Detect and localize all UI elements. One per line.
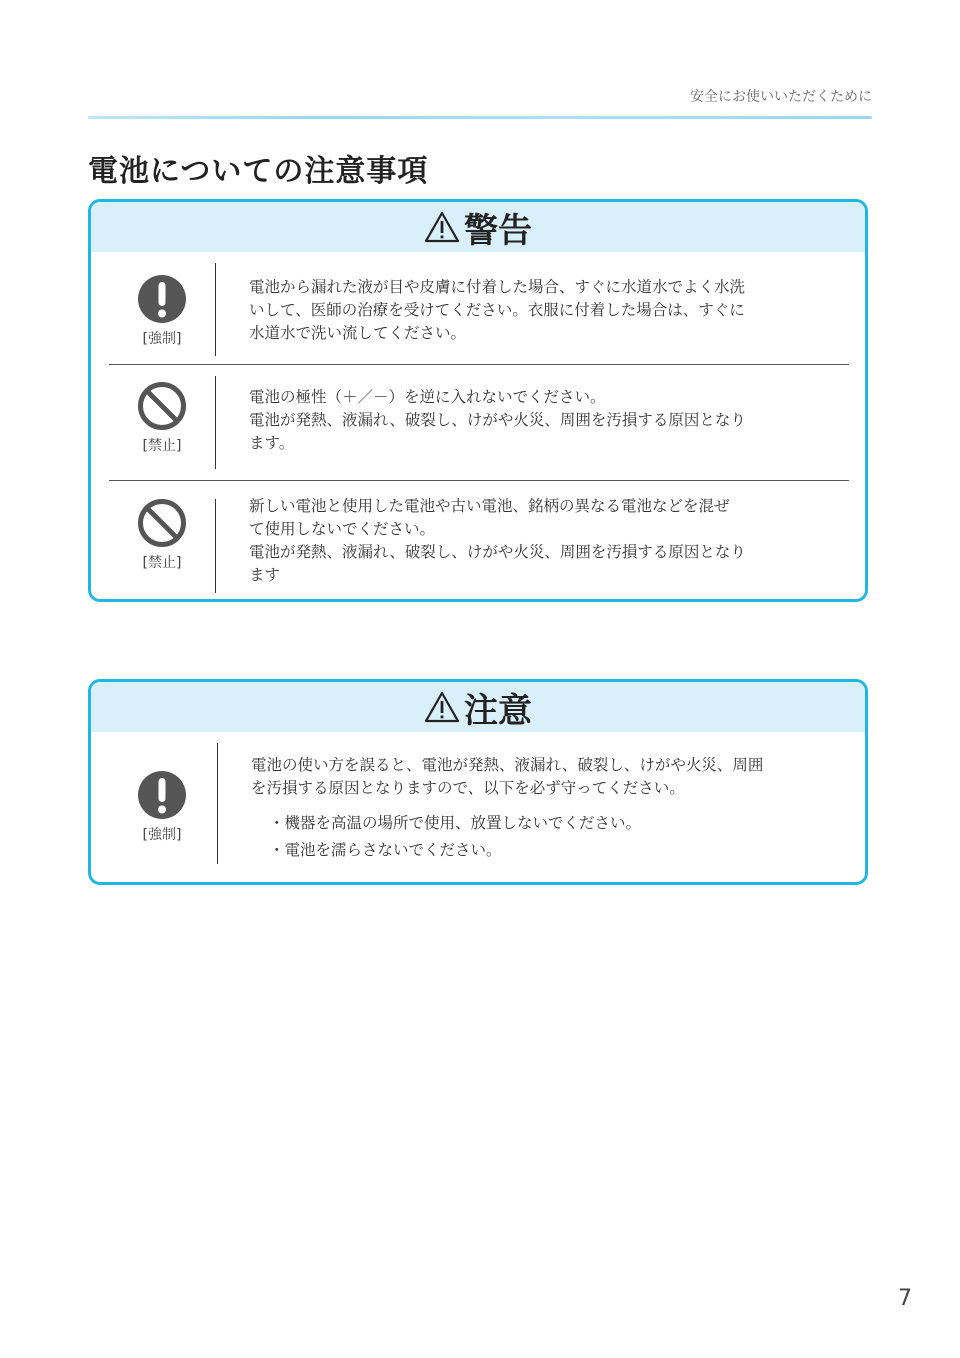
text-line: 電池が発熱、液漏れ、破裂し、けがや火災、周囲を汚損する原因となり xyxy=(249,543,746,561)
warning-triangle-icon xyxy=(424,211,460,243)
caution-panel xyxy=(88,679,868,885)
warning-row-1 xyxy=(109,252,849,364)
exclamation-icon xyxy=(137,770,187,820)
warning-panel-title: 警告 xyxy=(464,210,532,251)
exclamation-icon xyxy=(137,274,187,324)
text-line: 電池が発熱、液漏れ、破裂し、けがや火災、周囲を汚損する原因となり xyxy=(249,411,746,429)
warning-text-3 xyxy=(216,481,849,601)
text-line: 電池の極性（＋／－）を逆に入れないでください。 xyxy=(249,388,606,406)
caution-text-1 xyxy=(218,732,849,882)
page-number: 7 xyxy=(898,1286,912,1311)
warning-row-2 xyxy=(109,364,849,480)
text-line: 電池の使い方を誤ると、電池が発熱、液漏れ、破裂し、けがや火災、周囲 xyxy=(251,756,764,774)
icon-column xyxy=(109,365,215,480)
text-line: て使用しないでください。 xyxy=(249,520,436,538)
prohibition-icon xyxy=(137,498,187,548)
text-line: を汚損する原因となりますので、以下を必ず守ってください。 xyxy=(251,779,685,797)
running-header: 安全にお使いいただくために xyxy=(690,89,872,105)
prohibition-icon xyxy=(137,381,187,431)
icon-column xyxy=(109,732,215,882)
caution-panel-title: 注意 xyxy=(464,690,532,731)
warning-triangle-icon xyxy=(424,691,460,723)
mandatory-tag: [強制] xyxy=(142,827,182,843)
icon-column xyxy=(109,252,215,364)
caution-panel-header xyxy=(91,682,865,732)
bullet-item: ・電池を濡らさないでください。 xyxy=(269,841,502,859)
icon-column xyxy=(109,481,215,601)
header-divider xyxy=(88,116,872,119)
warning-row-3 xyxy=(109,480,849,601)
mandatory-tag: [強制] xyxy=(142,331,182,347)
text-line: ます xyxy=(249,566,281,584)
warning-text-1 xyxy=(216,252,849,364)
warning-text-2 xyxy=(216,365,849,480)
caution-row-1 xyxy=(109,732,849,882)
page-title: 電池についての注意事項 xyxy=(88,154,429,189)
text-line: いして、医師の治療を受けてください。衣服に付着した場合は、すぐに xyxy=(249,301,745,319)
bullet-item: ・機器を高温の場所で使用、放置しないでください。 xyxy=(269,814,642,832)
prohibited-tag: [禁止] xyxy=(142,555,182,571)
text-line: 水道水で洗い流してください。 xyxy=(249,324,467,342)
warning-panel xyxy=(88,199,868,602)
text-line: ます。 xyxy=(249,434,295,452)
text-line: 電池から漏れた液が目や皮膚に付着した場合、すぐに水道水でよく水洗 xyxy=(249,278,746,296)
text-line: 新しい電池と使用した電池や古い電池、銘柄の異なる電池などを混ぜ xyxy=(249,497,730,515)
prohibited-tag: [禁止] xyxy=(142,438,182,454)
bullet-list xyxy=(251,810,829,864)
warning-panel-header xyxy=(91,202,865,252)
